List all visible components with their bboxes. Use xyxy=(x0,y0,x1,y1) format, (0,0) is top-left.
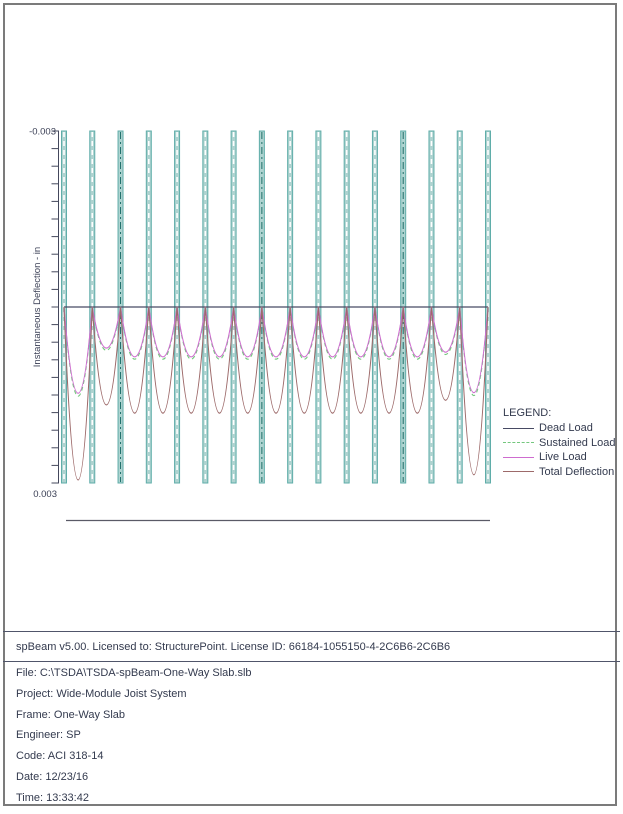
info-line-frame: Frame: One-Way Slab xyxy=(16,708,126,721)
license-text: spBeam v5.00. Licensed to: StructurePoint. License ID: 66184-1055150-4-2C6B6-2C6B6 xyxy=(16,640,451,653)
legend-row-total-deflection xyxy=(503,465,615,479)
legend-label-sustained-load: Sustained Load xyxy=(539,436,616,449)
chart-generated xyxy=(52,131,491,521)
info-line-project: Project: Wide-Module Joist System xyxy=(16,687,187,700)
info-line-time: Time: 13:33:42 xyxy=(16,791,89,804)
y-tick-label-top: -0.003 xyxy=(29,126,56,138)
legend-row-live-load xyxy=(503,450,615,464)
legend xyxy=(503,406,615,479)
info-line-file: File: C:\TSDA\TSDA-spBeam-One-Way Slab.slb xyxy=(16,667,252,679)
y-axis-title: Instantaneous Deflection - in xyxy=(32,246,43,368)
info-line-date: Date: 12/23/16 xyxy=(16,770,89,783)
legend-label-total-deflection: Total Deflection xyxy=(539,465,615,478)
legend-row-dead-load xyxy=(503,421,615,435)
legend-label-live-load: Live Load xyxy=(539,451,587,464)
info-line-code: Code: ACI 318-14 xyxy=(16,750,104,763)
sustained-load-line-swatch xyxy=(503,442,534,443)
license-bar xyxy=(3,631,620,662)
series-Live Load xyxy=(64,307,488,393)
legend-row-sustained-load xyxy=(503,436,615,450)
live-load-line-swatch xyxy=(503,457,534,458)
project-info-block xyxy=(16,663,252,809)
legend-label-dead-load: Dead Load xyxy=(539,422,593,435)
y-tick-label-bottom: 0.003 xyxy=(33,489,57,500)
legend-title: LEGEND: xyxy=(503,407,552,419)
dead-load-line-swatch xyxy=(503,428,534,429)
total-deflection-line-swatch xyxy=(503,471,534,472)
series-Total Deflection xyxy=(64,307,488,480)
series-Sustained Load xyxy=(64,307,488,396)
info-line-engineer: Engineer: SP xyxy=(16,729,81,742)
